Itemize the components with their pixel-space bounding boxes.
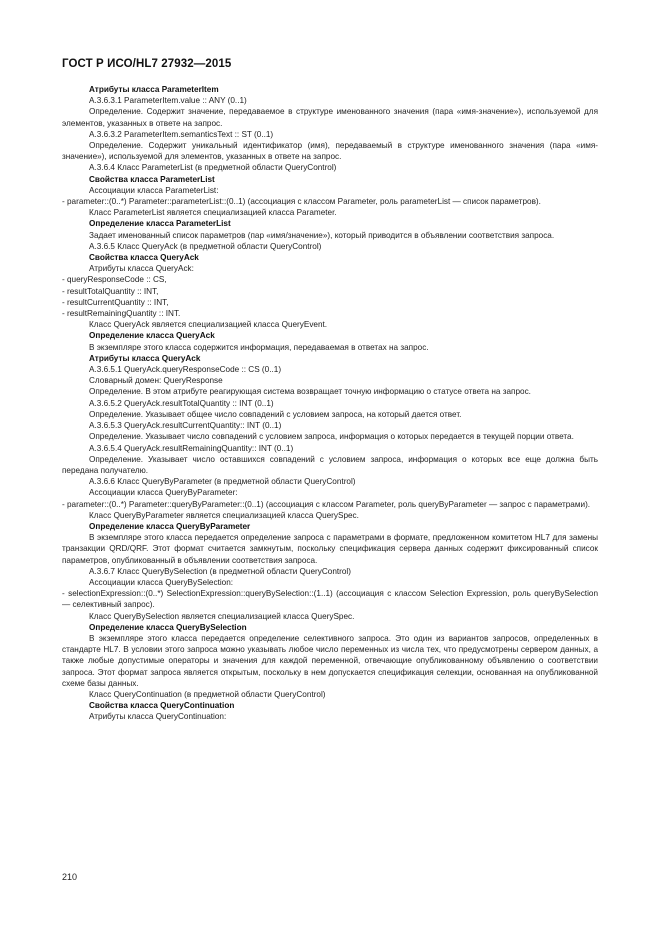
page-number: 210	[62, 872, 78, 882]
paragraph: Класс QueryAck является специализацией класса QueryEvent.	[89, 320, 328, 330]
document-body	[62, 84, 598, 723]
list-item: - parameter::(0..*) Parameter::parameterList::(0..1) (ассоциация с классом Parameter, роль parameterList — список параметров).	[62, 197, 541, 207]
clause-a364: A.3.6.4 Класс ParameterList (в предметной области QueryControl)	[89, 163, 337, 173]
paragraph: Определение. Указывает число совпадений с условием запроса, информация о которых передается в текущей порции ответа.	[89, 432, 574, 442]
list-item: - resultCurrentQuantity :: INT,	[62, 297, 169, 307]
heading-parameterlist-properties: Свойства класса ParameterList	[89, 174, 215, 184]
clause-a3653: A.3.6.5.3 QueryAck.resultCurrentQuantity:: INT (0..1)	[89, 421, 282, 431]
paragraph: Атрибуты класса QueryContinuation:	[89, 712, 227, 722]
heading-querybyselection-definition: Определение класса QueryBySelection	[89, 622, 247, 632]
heading-querycontinuation-properties: Свойства класса QueryContinuation	[89, 701, 235, 711]
clause-a3654: A.3.6.5.4 QueryAck.resultRemainingQuantity:: INT (0..1)	[89, 443, 294, 453]
paragraph: Ассоциации класса QueryBySelection:	[89, 577, 234, 587]
heading-queryack-properties: Свойства класса QueryAck	[89, 253, 199, 263]
paragraph: Определение. Содержит значение, передаваемое в структуре именованного значения (пара «имя-значение»), используемой для элементов, указанных в ответе на запрос.	[62, 107, 598, 128]
list-item: - resultTotalQuantity :: INT,	[62, 286, 159, 296]
list-item: - selectionExpression::(0..*) SelectionExpression::queryBySelection::(1..1) (ассоциация с классом Selection Expression, роль queryBySelection — селективный запрос).	[62, 589, 598, 610]
paragraph: Определение. Содержит уникальный идентификатор (имя), передаваемый в структуре именованного значения (пара «имя-значение»), используемой для элементов, указанных в ответе на запрос.	[62, 141, 598, 162]
paragraph: В экземпляре этого класса содержится информация, передаваемая в ответах на запрос.	[89, 342, 429, 352]
paragraph: Ассоциации класса QueryByParameter:	[89, 488, 238, 498]
paragraph: Ассоциации класса ParameterList:	[89, 185, 219, 195]
clause-a3651: A.3.6.5.1 QueryAck.queryResponseCode :: CS (0..1)	[89, 365, 282, 375]
paragraph: Класс QueryBySelection является специализацией класса QuerySpec.	[89, 611, 355, 621]
heading-queryack-definition: Определение класса QueryAck	[89, 331, 215, 341]
clause-a3631: A.3.6.3.1 ParameterItem.value :: ANY (0..1)	[89, 96, 247, 106]
paragraph: Определение. Указывает число оставшихся совпадений с условием запроса, информация о которых все еще должна быть передана получателю.	[62, 454, 598, 475]
paragraph: Класс QueryByParameter является специализацией класса QuerySpec.	[89, 510, 359, 520]
paragraph: Задает именованный список параметров (пар «имя/значение»), который приводится в объявлении соответствия запроса.	[89, 230, 555, 240]
clause-a3652: A.3.6.5.2 QueryAck.resultTotalQuantity :: INT (0..1)	[89, 398, 274, 408]
paragraph: Определение. В этом атрибуте реагирующая система возвращает точную информацию о статусе ответа на запрос.	[89, 387, 531, 397]
document-header: ГОСТ Р ИСО/HL7 27932—2015	[62, 58, 232, 70]
paragraph: Словарный домен: QueryResponse	[89, 376, 223, 386]
clause-a366: A.3.6.6 Класс QueryByParameter (в предметной области QueryControl)	[89, 477, 356, 487]
list-item: - queryResponseCode :: CS,	[62, 275, 167, 285]
paragraph: В экземпляре этого класса передается определение селективного запроса. Это один из вариантов запросов, определенных в стандарте HL7. В условии этого запроса можно указывать любое число переменных из числа тех, что предусмотрены сервером данных, а также любые допустимые операторы и значения для каждой переменной, отвечающие опубликованному объявлению о соответствии запроса. Этот формат запроса является открытым, поскольку в нем допускается спецификация селекции, основанная на опубликованной схеме базы данных.	[62, 633, 598, 688]
paragraph: Атрибуты класса QueryAck:	[89, 264, 194, 274]
heading-querybyparameter-definition: Определение класса QueryByParameter	[89, 521, 251, 531]
clause-a367: A.3.6.7 Класс QueryBySelection (в предметной области QueryControl)	[89, 566, 351, 576]
list-item: - parameter::(0..*) Parameter::queryByParameter::(0..1) (ассоциация с классом Parameter, роль queryByParameter — запрос с параметрами).	[62, 499, 591, 509]
heading-parameterlist-definition: Определение класса ParameterList	[89, 219, 231, 229]
heading-parameteritem-attributes: Атрибуты класса ParameterItem	[89, 85, 219, 94]
paragraph: Класс QueryContinuation (в предметной области QueryControl)	[89, 689, 326, 699]
paragraph: В экземпляре этого класса передается определение запроса с параметрами в формате, предложенном комитетом HL7 для замены транзакции QRD/QRF. Этот формат считается замкнутым, поскольку спецификация сервера данных содержит фиксированный список параметров, опубликованный в объявлении соответствия запроса.	[62, 533, 598, 565]
heading-queryack-attributes: Атрибуты класса QueryAck	[89, 353, 201, 363]
clause-a365: A.3.6.5 Класс QueryAck (в предметной области QueryControl)	[89, 241, 322, 251]
list-item: - resultRemainingQuantity :: INT.	[62, 309, 181, 319]
clause-a3632: A.3.6.3.2 ParameterItem.semanticsText :: ST (0..1)	[89, 129, 274, 139]
paragraph: Класс ParameterList является специализацией класса Parameter.	[89, 208, 337, 218]
paragraph: Определение. Указывает общее число совпадений с условием запроса, на который дается ответ.	[89, 409, 462, 419]
